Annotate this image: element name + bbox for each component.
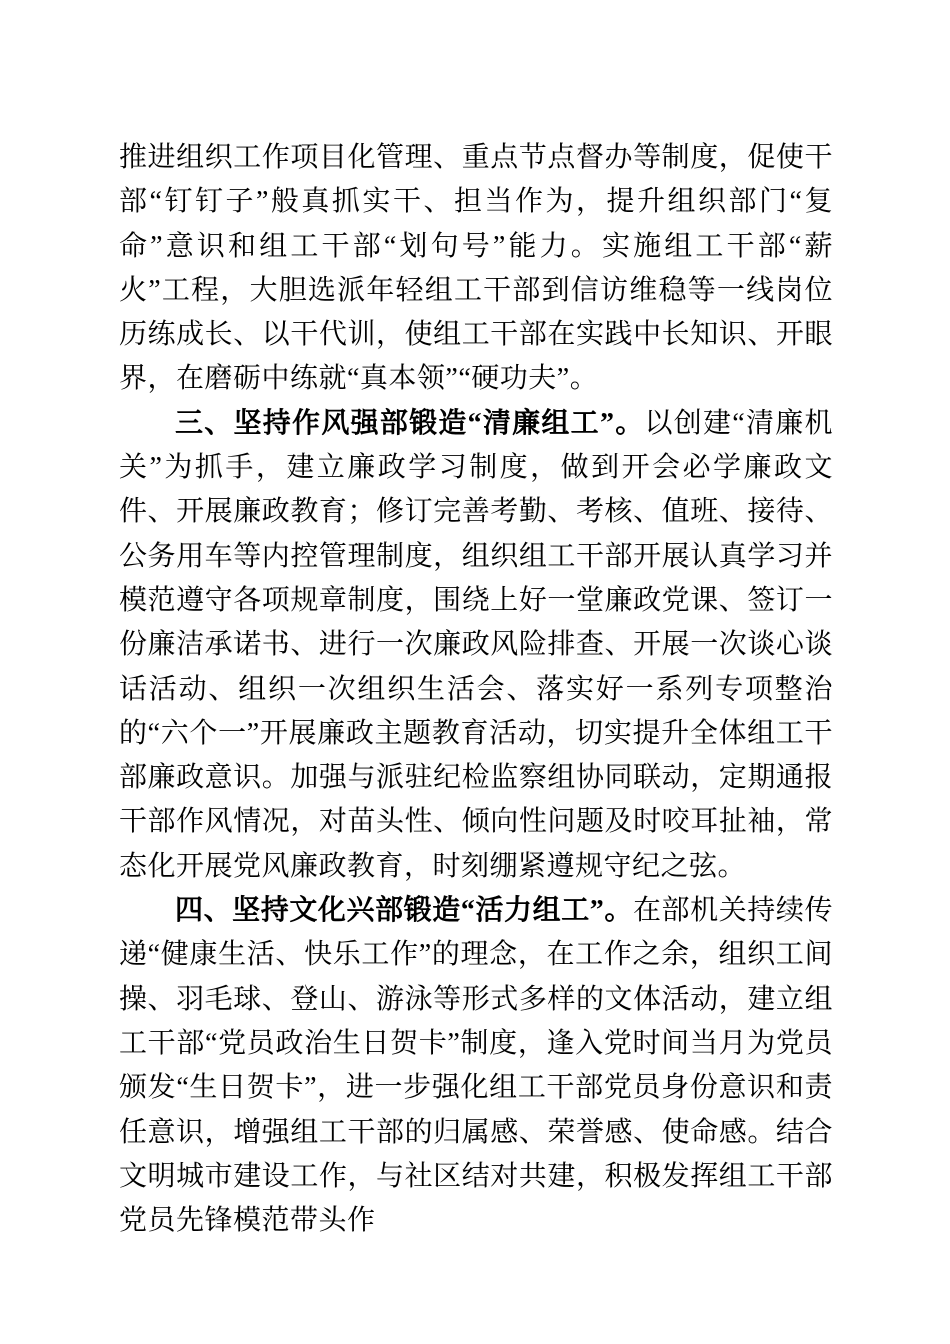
paragraph-section-three: [119, 402, 833, 889]
paragraph-continuation: [119, 136, 833, 402]
section-three-heading: 三、坚持作风强部锻造“清廉组工”。: [175, 407, 645, 439]
document-content: [119, 136, 833, 1243]
section-four-heading: 四、坚持文化兴部锻造“活力组工”。: [175, 895, 633, 927]
paragraph-section-four: [119, 889, 833, 1243]
paragraph-text: 以创建“清廉机关”为抓手，建立廉政学习制度，做到开会必学廉政文件、开展廉政教育；修订完善考勤、考核、值班、接待、公务用车等内控管理制度，组织组工干部开展认真学习并模范遵守各项规章制度，围绕上好一堂廉政党课、签订一份廉洁承诺书、进行一次廉政风险排查、开展一次谈心谈话活动、组织一次组织生活会、落实好一系列专项整治的“六个一”开展廉政主题教育活动，切实提升全体组工干部廉政意识。加强与派驻纪检监察组协同联动，定期通报干部作风情况，对苗头性、倾向性问题及时咬耳扯袖，常态化开展党风廉政教育，时刻绷紧遵规守纪之弦。: [119, 407, 833, 882]
paragraph-text: 在部机关持续传递“健康生活、快乐工作”的理念，在工作之余，组织工间操、羽毛球、登山、游泳等形式多样的文体活动，建立组工干部“党员政治生日贺卡”制度，逢入党时间当月为党员颁发“生日贺卡”，进一步强化组工干部党员身份意识和责任意识，增强组工干部的归属感、荣誉感、使命感。结合文明城市建设工作，与社区结对共建，积极发挥组工干部党员先锋模范带头作: [119, 895, 833, 1237]
paragraph-text: 推进组织工作项目化管理、重点节点督办等制度，促使干部“钉钉子”般真抓实干、担当作为，提升组织部门“复命”意识和组工干部“划句号”能力。实施组工干部“薪火”工程，大胆选派年轻组工干部到信访维稳等一线岗位历练成长、以干代训，使组工干部在实践中长知识、开眼界，在磨砺中练就“真本领”“硬功夫”。: [119, 142, 833, 395]
